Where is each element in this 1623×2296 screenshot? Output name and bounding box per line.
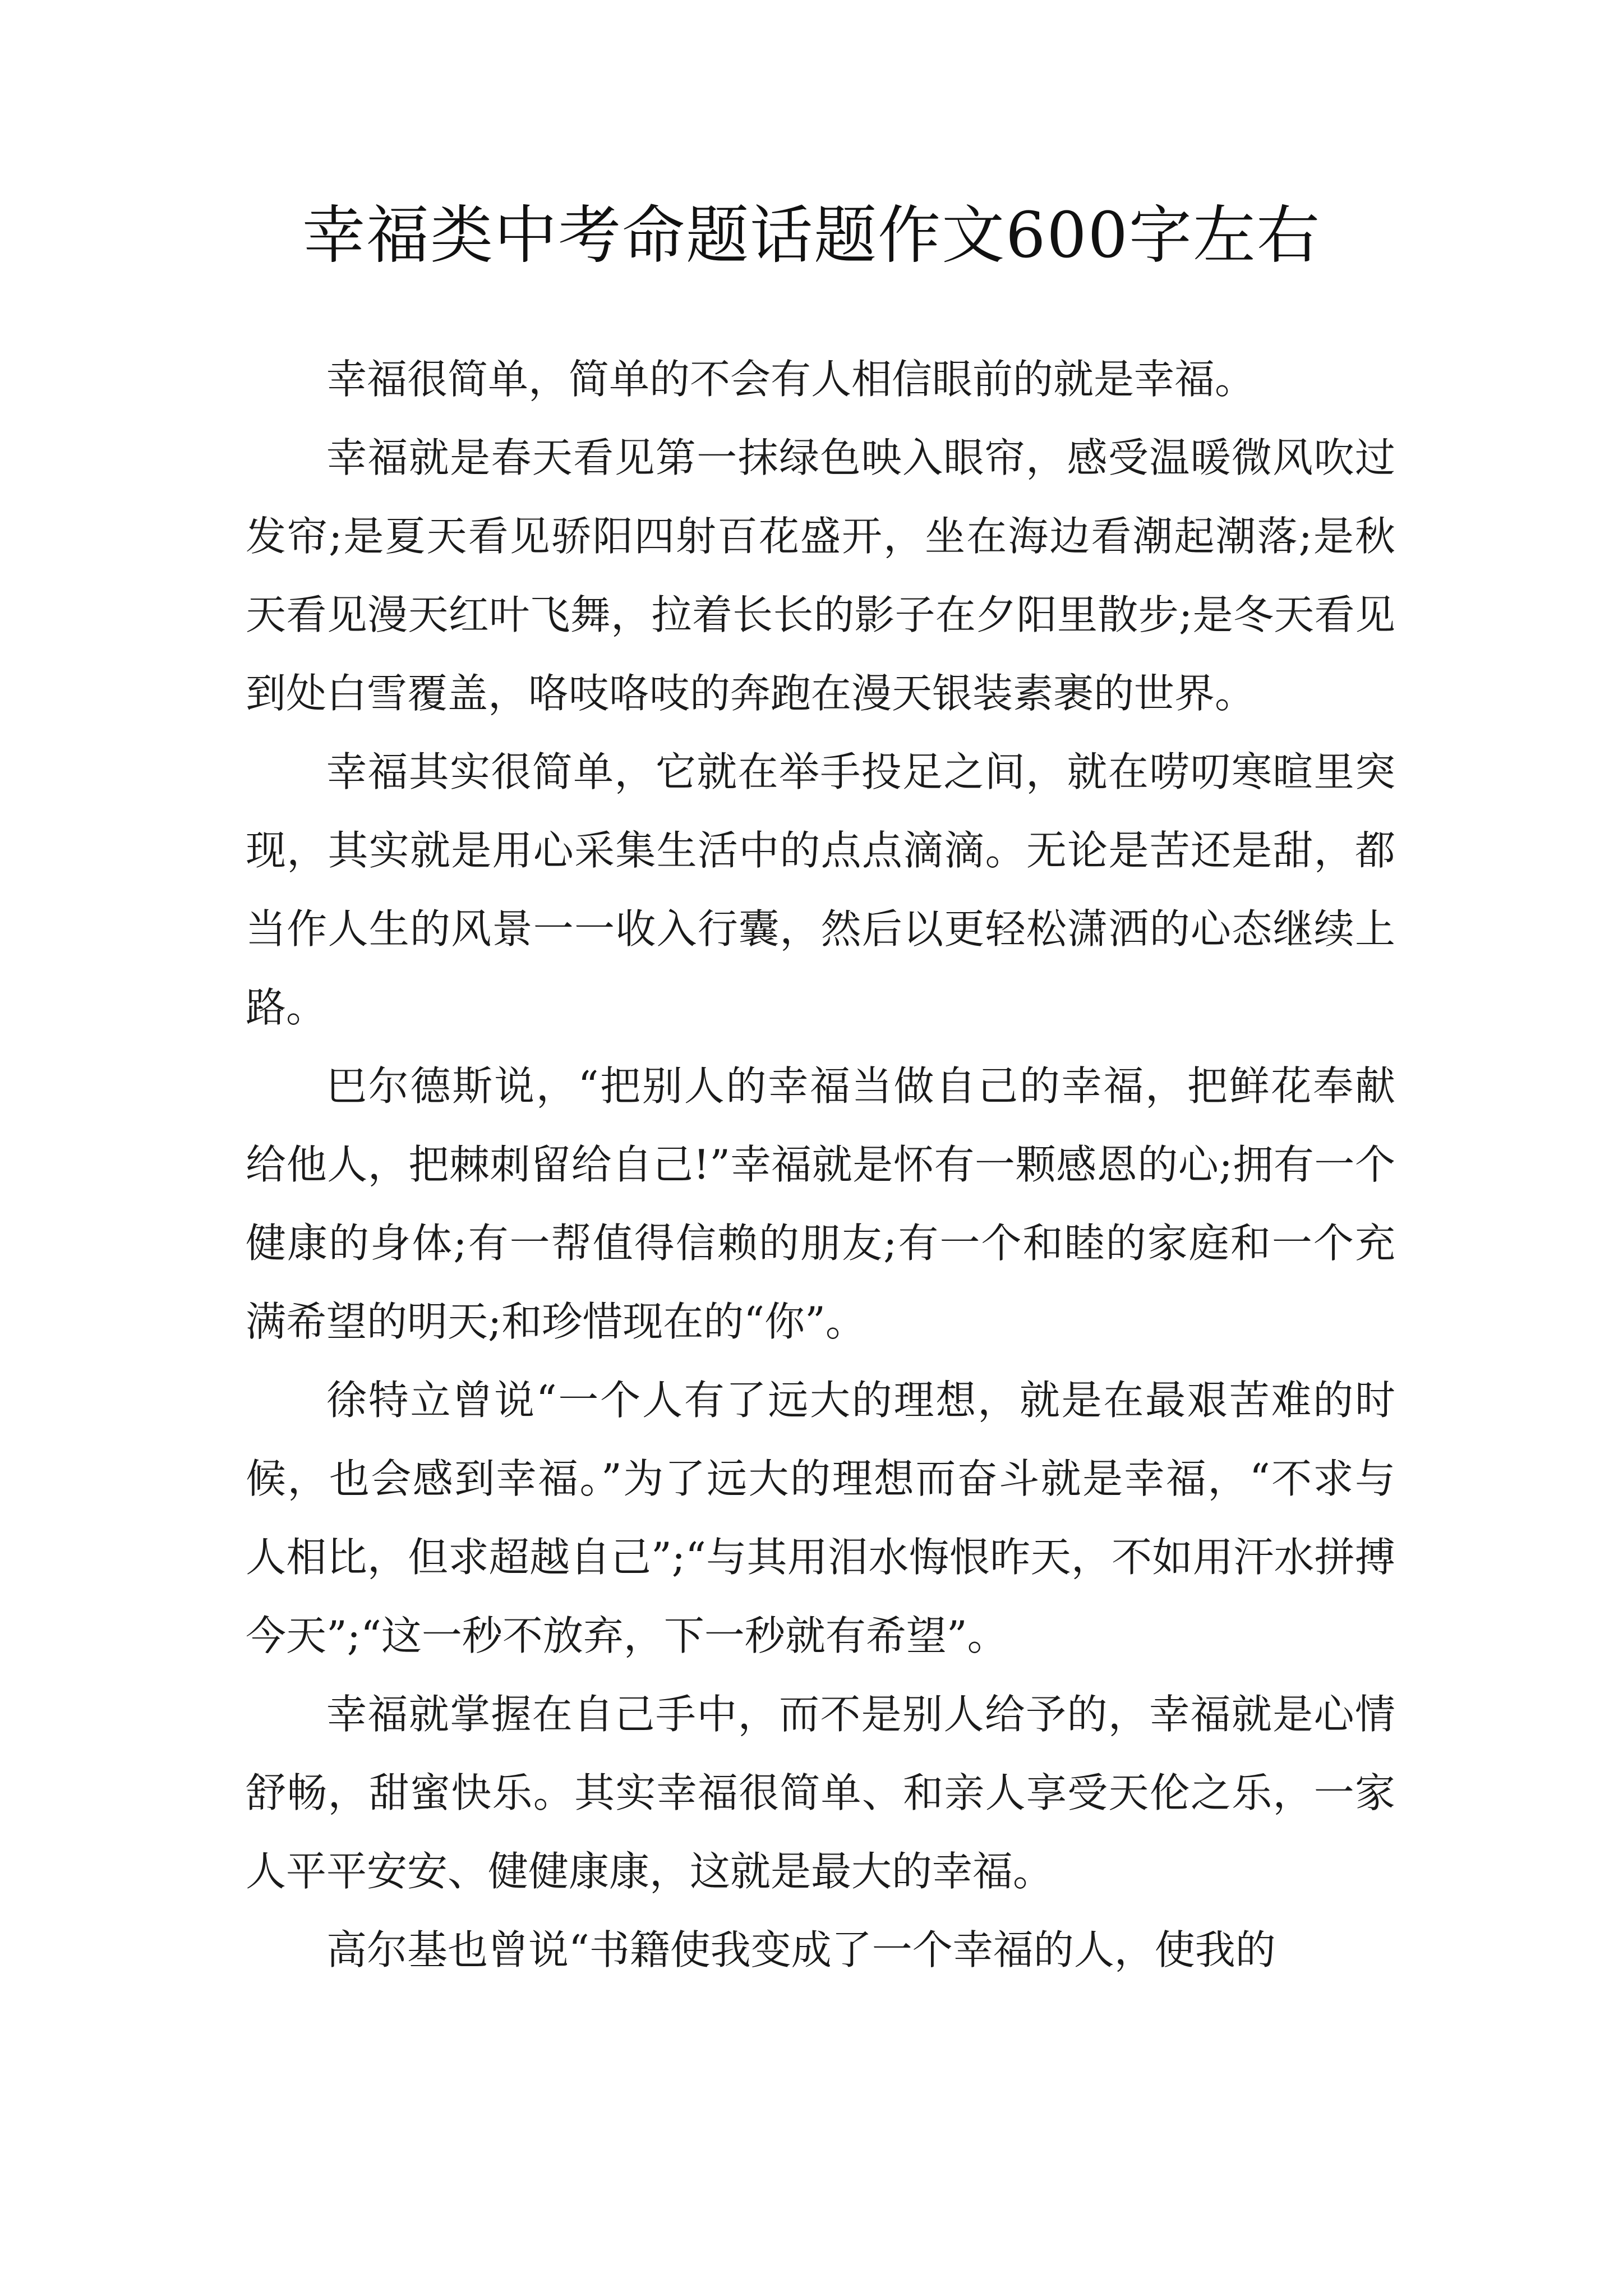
document-title: 幸福类中考命题话题作文600字左右 [302,199,1321,272]
paragraph: 幸福就是春天看见第一抹绿色映入眼帘，感受温暖微风吹过发帘;是夏天看见骄阳四射百花盛开，坐在海边看潮起潮落;是秋天看见漫天红叶飞舞，拉着长长的影子在夕阳里散步;是冬天看见到处白雪覆盖，咯吱咯吱的奔跑在漫天银装素裹的世界。 [246,434,1395,717]
paragraph: 幸福就掌握在自己手中，而不是别人给予的，幸福就是心情舒畅，甜蜜快乐。其实幸福很简单、和亲人享受天伦之乐，一家人平平安安、健健康康，这就是最大的幸福。 [246,1691,1395,1895]
paragraph: 幸福很简单，简单的不会有人相信眼前的就是幸福。 [326,356,1256,403]
paragraph: 巴尔德斯说，“把别人的幸福当做自己的幸福，把鲜花奉献给他人，把棘刺留给自己!”幸福就是怀有一颗感恩的心;拥有一个健康的身体;有一帮值得信赖的朋友;有一个和睦的家庭和一个充满希望的明天;和珍惜现在的“你”。 [246,1062,1395,1345]
document-body [246,340,1395,1989]
paragraph: 高尔基也曾说“书籍使我变成了一个幸福的人，使我的 [326,1926,1276,1973]
paragraph: 徐特立曾说“一个人有了远大的理想，就是在最艰苦难的时候，也会感到幸福。”为了远大的理想而奋斗就是幸福，“不求与人相比，但求超越自己”;“与其用泪水悔恨昨天，不如用汗水拼搏今天”;“这一秒不放弃，下一秒就有希望”。 [246,1377,1395,1659]
paragraph: 幸福其实很简单，它就在举手投足之间，就在唠叨寒暄里突现，其实就是用心采集生活中的点点滴滴。无论是苦还是甜，都当作人生的风景一一收入行囊，然后以更轻松潇洒的心态继续上路。 [246,748,1395,1031]
